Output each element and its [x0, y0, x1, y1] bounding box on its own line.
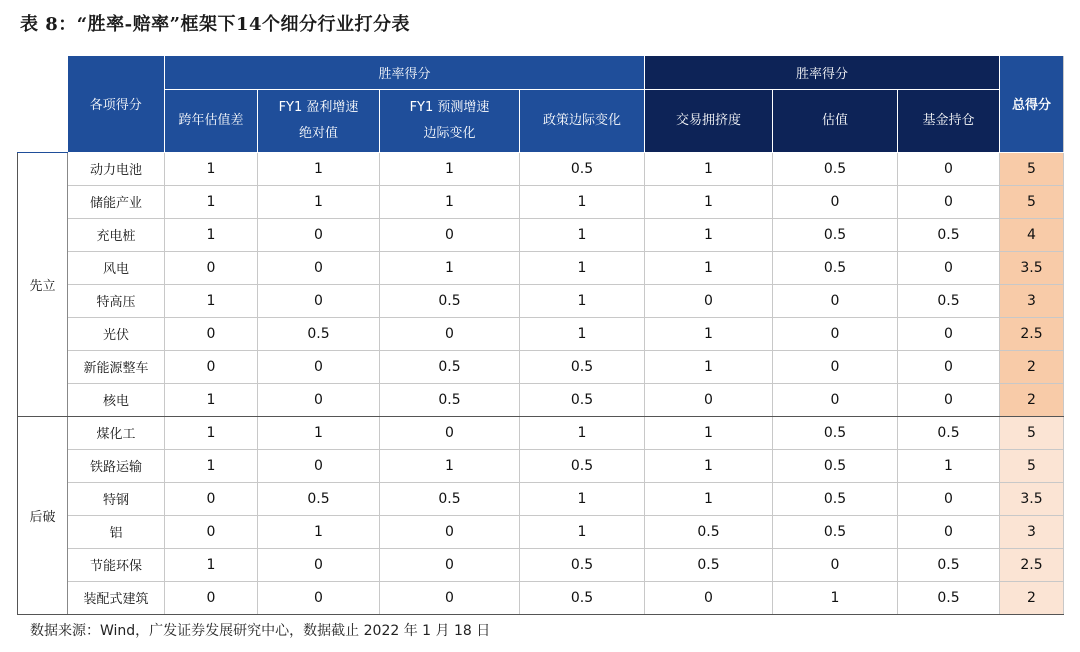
- score-cell: 0: [258, 581, 380, 614]
- total-cell: 4: [1000, 218, 1064, 251]
- score-cell: 1: [380, 449, 520, 482]
- score-cell: 0: [165, 515, 258, 548]
- col-header: FY1 预测增速 边际变化: [380, 89, 520, 152]
- score-cell: 0.5: [898, 416, 1000, 449]
- score-cell: 0: [898, 251, 1000, 284]
- score-cell: 1: [258, 515, 380, 548]
- table-row: [18, 350, 1064, 383]
- corner-cell: [18, 56, 68, 152]
- item-header: 各项得分: [68, 56, 165, 152]
- score-cell: 0: [165, 317, 258, 350]
- score-cell: 1: [165, 218, 258, 251]
- score-cell: 0: [773, 185, 898, 218]
- score-cell: 1: [520, 218, 645, 251]
- score-cell: 0.5: [773, 482, 898, 515]
- score-cell: 1: [645, 251, 773, 284]
- score-cell: 0.5: [520, 581, 645, 614]
- total-cell: 3.5: [1000, 251, 1064, 284]
- score-cell: 0: [898, 152, 1000, 185]
- score-cell: 1: [520, 284, 645, 317]
- industry-name: 铝: [68, 515, 165, 548]
- score-cell: 0.5: [258, 317, 380, 350]
- score-cell: 0: [380, 515, 520, 548]
- score-cell: 0: [380, 581, 520, 614]
- score-cell: 1: [520, 185, 645, 218]
- score-cell: 0.5: [773, 218, 898, 251]
- group-label: 先立: [18, 152, 68, 416]
- score-cell: 0.5: [520, 449, 645, 482]
- total-cell: 2: [1000, 581, 1064, 614]
- score-cell: 1: [898, 449, 1000, 482]
- total-cell: 3.5: [1000, 482, 1064, 515]
- score-cell: 1: [645, 185, 773, 218]
- score-cell: 0: [898, 185, 1000, 218]
- score-cell: 1: [380, 185, 520, 218]
- score-cell: 1: [258, 185, 380, 218]
- industry-name: 核电: [68, 383, 165, 416]
- total-cell: 2.5: [1000, 548, 1064, 581]
- score-cell: 0.5: [380, 383, 520, 416]
- score-cell: 1: [165, 152, 258, 185]
- score-cell: 1: [520, 317, 645, 350]
- industry-name: 储能产业: [68, 185, 165, 218]
- score-cell: 0: [258, 284, 380, 317]
- score-cell: 0: [380, 317, 520, 350]
- score-cell: 1: [645, 449, 773, 482]
- score-cell: 0: [380, 416, 520, 449]
- table-row: [18, 317, 1064, 350]
- score-cell: 0: [258, 383, 380, 416]
- score-cell: 0.5: [645, 515, 773, 548]
- col-header: 政策边际变化: [520, 89, 645, 152]
- score-cell: 1: [165, 185, 258, 218]
- score-cell: 0: [380, 548, 520, 581]
- score-cell: 0.5: [773, 416, 898, 449]
- col-header: 跨年估值差: [165, 89, 258, 152]
- col-header: 基金持仓: [898, 89, 1000, 152]
- table-row: [18, 581, 1064, 614]
- score-cell: 0.5: [380, 350, 520, 383]
- total-cell: 5: [1000, 449, 1064, 482]
- score-cell: 1: [165, 383, 258, 416]
- score-cell: 1: [773, 581, 898, 614]
- score-cell: 1: [645, 218, 773, 251]
- total-header: 总得分: [1000, 56, 1064, 152]
- score-cell: 0.5: [773, 251, 898, 284]
- table-row: [18, 482, 1064, 515]
- score-cell: 0.5: [898, 218, 1000, 251]
- total-cell: 2.5: [1000, 317, 1064, 350]
- score-cell: 1: [165, 449, 258, 482]
- table-row: [18, 152, 1064, 185]
- score-cell: 0.5: [898, 581, 1000, 614]
- table-row: [18, 548, 1064, 581]
- score-cell: 0.5: [898, 548, 1000, 581]
- score-cell: 0: [258, 350, 380, 383]
- total-cell: 3: [1000, 515, 1064, 548]
- industry-name: 动力电池: [68, 152, 165, 185]
- score-cell: 1: [520, 515, 645, 548]
- score-cell: 1: [645, 152, 773, 185]
- table-row: [18, 449, 1064, 482]
- industry-name: 特高压: [68, 284, 165, 317]
- score-cell: 0: [898, 515, 1000, 548]
- score-cell: 0: [898, 383, 1000, 416]
- table-row: [18, 383, 1064, 416]
- score-cell: 1: [165, 416, 258, 449]
- table-row: [18, 185, 1064, 218]
- industry-name: 光伏: [68, 317, 165, 350]
- score-cell: 0.5: [773, 449, 898, 482]
- industry-name: 充电桩: [68, 218, 165, 251]
- score-cell: 1: [645, 317, 773, 350]
- score-cell: 1: [165, 284, 258, 317]
- total-cell: 2: [1000, 383, 1064, 416]
- industry-name: 煤化工: [68, 416, 165, 449]
- total-cell: 5: [1000, 416, 1064, 449]
- score-cell: 0: [258, 449, 380, 482]
- industry-name: 风电: [68, 251, 165, 284]
- score-cell: 0: [773, 350, 898, 383]
- score-cell: 0.5: [773, 515, 898, 548]
- group-header-odds: 胜率得分: [645, 56, 1000, 89]
- industry-name: 新能源整车: [68, 350, 165, 383]
- score-cell: 1: [645, 350, 773, 383]
- industry-name: 节能环保: [68, 548, 165, 581]
- score-cell: 0: [258, 218, 380, 251]
- score-cell: 0.5: [520, 350, 645, 383]
- industry-name: 铁路运输: [68, 449, 165, 482]
- table-row: [18, 218, 1064, 251]
- score-cell: 0: [258, 548, 380, 581]
- score-cell: 0.5: [773, 152, 898, 185]
- col-header: 交易拥挤度: [645, 89, 773, 152]
- score-cell: 0: [258, 251, 380, 284]
- total-cell: 2: [1000, 350, 1064, 383]
- score-cell: 0.5: [380, 482, 520, 515]
- group-label: 后破: [18, 416, 68, 614]
- group-header-win-rate: 胜率得分: [165, 56, 645, 89]
- score-cell: 0: [380, 218, 520, 251]
- score-cell: 1: [380, 152, 520, 185]
- table-row: [18, 251, 1064, 284]
- industry-name: 特钢: [68, 482, 165, 515]
- table-row: [18, 515, 1064, 548]
- table-row: [18, 416, 1064, 449]
- score-cell: 0.5: [898, 284, 1000, 317]
- score-cell: 0: [898, 317, 1000, 350]
- score-cell: 0: [645, 581, 773, 614]
- industry-name: 装配式建筑: [68, 581, 165, 614]
- score-cell: 0.5: [380, 284, 520, 317]
- score-cell: 0: [898, 350, 1000, 383]
- score-cell: 0: [165, 482, 258, 515]
- table-row: [18, 284, 1064, 317]
- score-cell: 0: [773, 548, 898, 581]
- score-cell: 0: [773, 383, 898, 416]
- score-cell: 1: [645, 416, 773, 449]
- score-cell: 0: [773, 317, 898, 350]
- source-note: 数据来源：Wind，广发证券发展研究中心，数据截止 2022 年 1 月 18 日: [30, 623, 491, 639]
- total-cell: 5: [1000, 185, 1064, 218]
- score-cell: 0: [773, 284, 898, 317]
- col-header: 估值: [773, 89, 898, 152]
- score-cell: 0: [165, 350, 258, 383]
- score-cell: 0: [898, 482, 1000, 515]
- score-cell: 1: [520, 482, 645, 515]
- score-cell: 0: [165, 251, 258, 284]
- total-cell: 5: [1000, 152, 1064, 185]
- score-cell: 0: [165, 581, 258, 614]
- score-cell: 1: [165, 548, 258, 581]
- score-cell: 0.5: [258, 482, 380, 515]
- score-cell: 0.5: [520, 383, 645, 416]
- score-cell: 1: [520, 416, 645, 449]
- table-title: 表 8：“胜率-赔率”框架下14个细分行业打分表: [20, 14, 411, 35]
- score-cell: 1: [258, 152, 380, 185]
- score-cell: 1: [258, 416, 380, 449]
- score-cell: 1: [380, 251, 520, 284]
- score-cell: 0.5: [645, 548, 773, 581]
- total-cell: 3: [1000, 284, 1064, 317]
- score-cell: 0: [645, 383, 773, 416]
- score-cell: 0: [645, 284, 773, 317]
- score-cell: 0.5: [520, 152, 645, 185]
- score-cell: 0.5: [520, 548, 645, 581]
- col-header: FY1 盈利增速 绝对值: [258, 89, 380, 152]
- score-cell: 1: [645, 482, 773, 515]
- score-cell: 1: [520, 251, 645, 284]
- score-table: [17, 56, 1064, 615]
